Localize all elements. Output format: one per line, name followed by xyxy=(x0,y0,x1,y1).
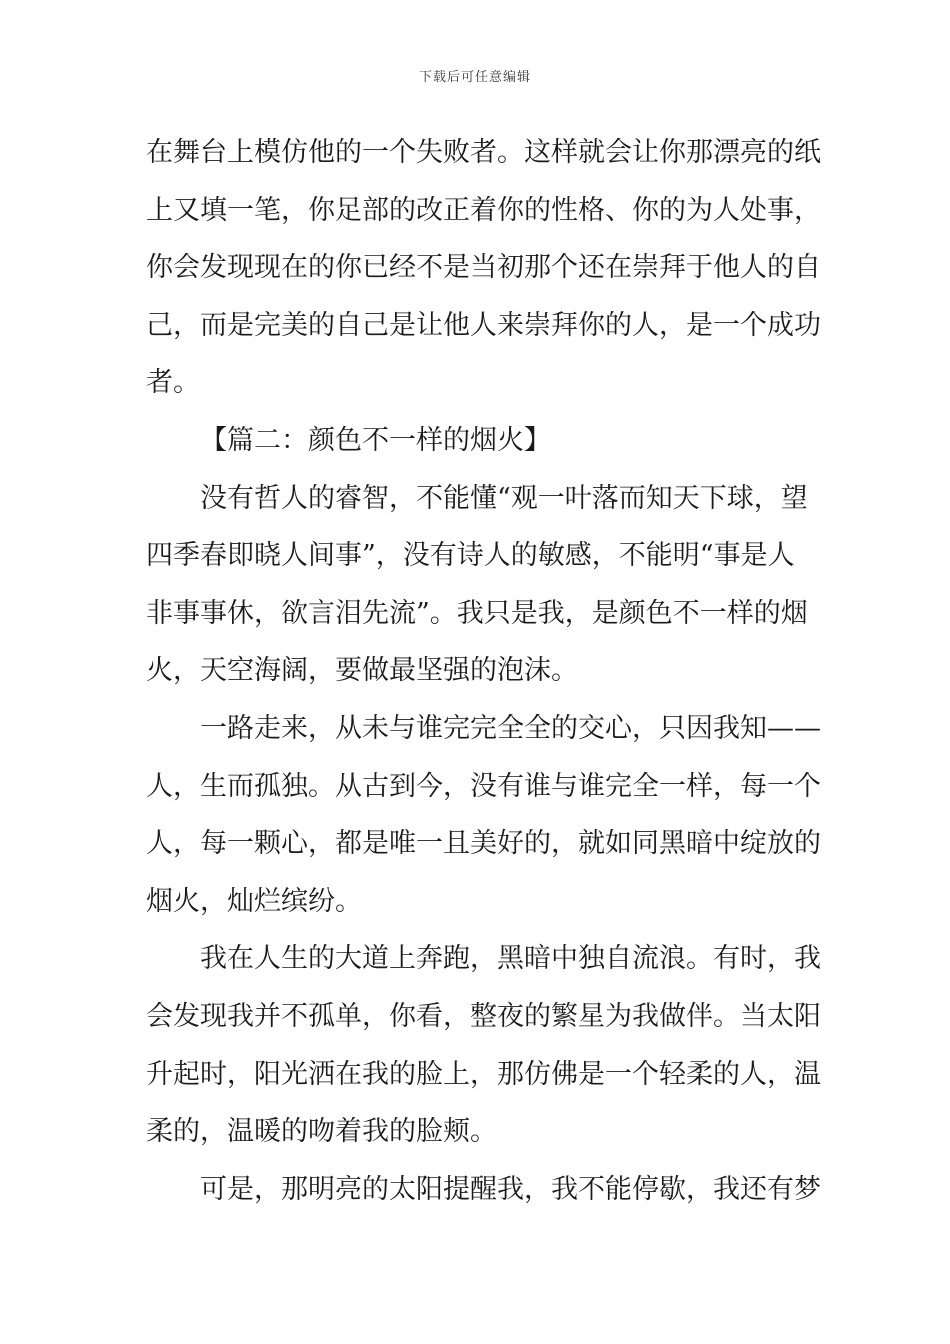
text-line: 者。 xyxy=(146,367,200,399)
text-line: 上又填一笔，你足部的改正着你的性格、你的为人处事， xyxy=(146,194,821,226)
section-heading: 【篇二：颜色不一样的烟火】 xyxy=(200,424,551,456)
text-line: 烟火，灿烂缤纷。 xyxy=(146,885,362,917)
text-line: 人，每一颗心，都是唯一且美好的，就如同黑暗中绽放的 xyxy=(146,828,821,860)
text-line: 升起时，阳光洒在我的脸上，那仿佛是一个轻柔的人，温 xyxy=(146,1058,821,1090)
text-line: 柔的，温暖的吻着我的脸颊。 xyxy=(146,1116,497,1148)
text-line: 己，而是完美的自己是让他人来崇拜你的人，是一个成功 xyxy=(146,309,821,341)
text-line: 没有哲人的睿智，不能懂“观一叶落而知天下球，望 xyxy=(200,482,808,514)
text-line: 火，天空海阔，要做最坚强的泡沫。 xyxy=(146,655,578,687)
page-header: 下载后可任意编辑 xyxy=(418,70,531,85)
document-body xyxy=(146,124,821,1218)
text-line: 你会发现现在的你已经不是当初那个还在崇拜于他人的自 xyxy=(146,252,821,284)
text-line: 会发现我并不孤单，你看，整夜的繁星为我做伴。当太阳 xyxy=(146,1000,821,1032)
text-line: 四季春即晓人间事”，没有诗人的敏感，不能明“事是人 xyxy=(146,540,795,572)
text-line: 可是，那明亮的太阳提醒我，我不能停歇，我还有梦 xyxy=(200,1173,821,1205)
text-line: 非事事休，欲言泪先流”。我只是我，是颜色不一样的烟 xyxy=(146,597,808,629)
text-line: 在舞台上模仿他的一个失败者。这样就会让你那漂亮的纸 xyxy=(146,137,821,168)
text-line: 人，生而孤独。从古到今，没有谁与谁完全一样，每一个 xyxy=(146,770,821,802)
text-line: 一路走来，从未与谁完完全全的交心，只因我知—— xyxy=(200,712,821,744)
text-line: 我在人生的大道上奔跑，黑暗中独自流浪。有时，我 xyxy=(200,943,821,975)
